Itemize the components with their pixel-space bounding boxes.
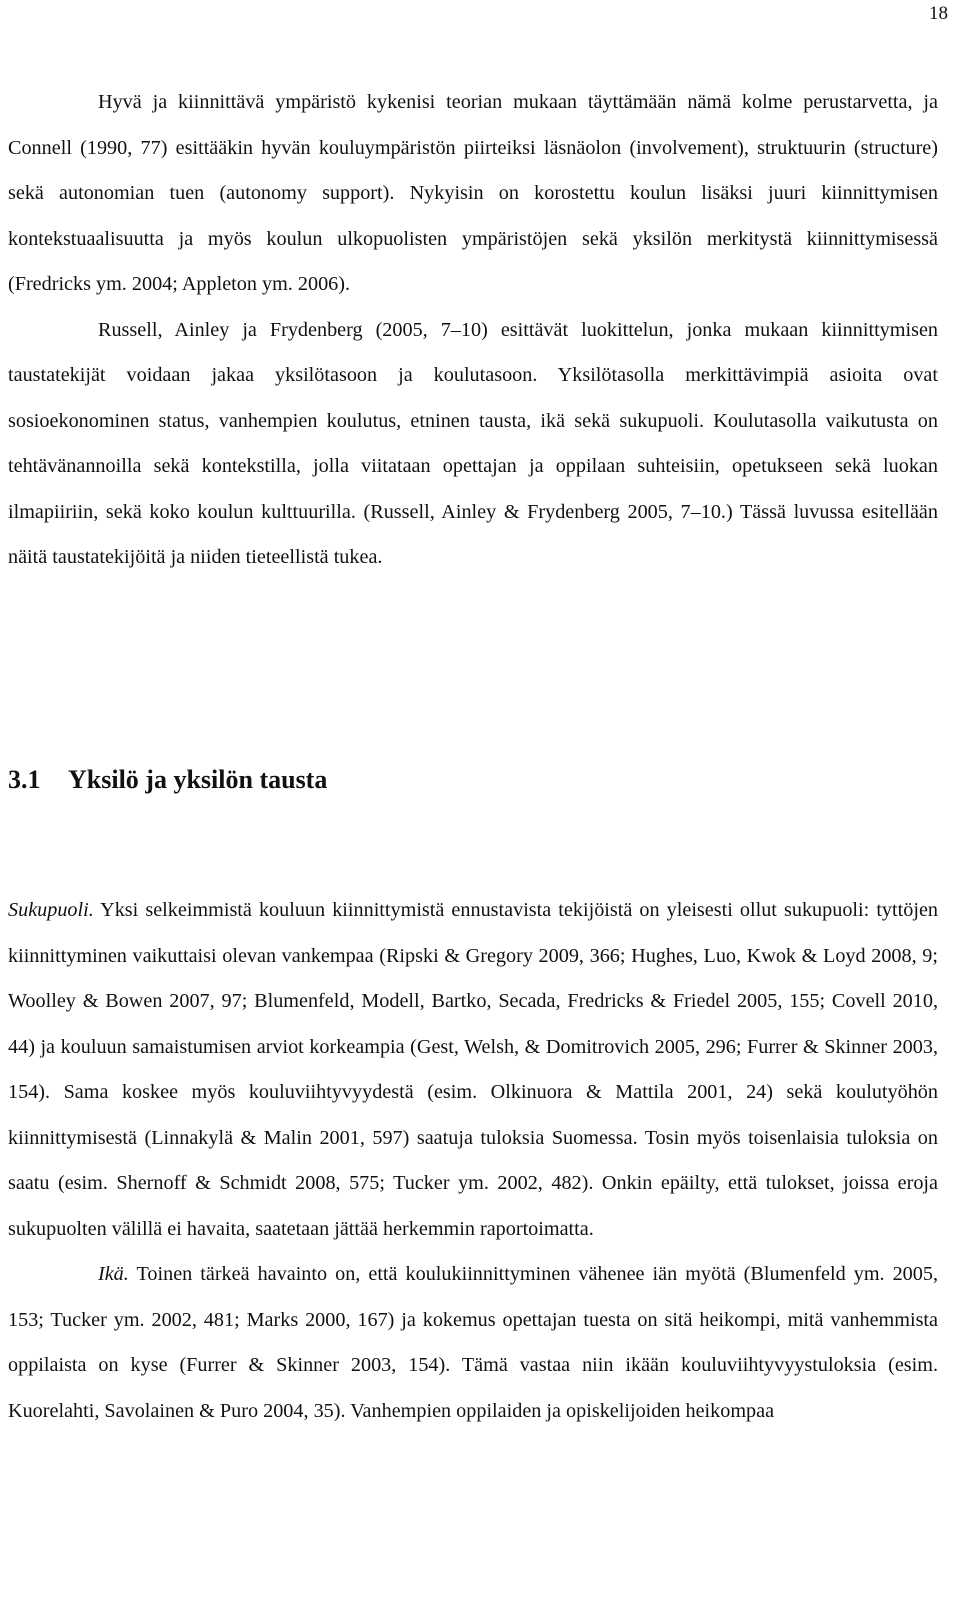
gender-lead: Sukupuoli. bbox=[8, 899, 94, 921]
intro-paragraph-1: Hyvä ja kiinnittävä ympäristö kykenisi teorian mukaan täyttämään nämä kolme perustarvetta, ja Connell (1990, 77) esittääkin hyvän kouluympäristön piirteiksi läsnäolon (involvement), struktuurin (structure) sekä autonomian tuen (autonomy support). Nykyisin on korostettu koulun lisäksi juuri kiinnittymisen kontekstuaalisuutta ja myös koulun ulkopuolisten ympäristöjen sekä yksilön merkitystä kiinnittymisessä (Fredricks ym. 2004; Appleton ym. 2006). bbox=[8, 91, 938, 295]
gender-paragraph bbox=[8, 888, 938, 1252]
intro-text bbox=[8, 80, 938, 581]
intro-paragraph-2: Russell, Ainley ja Frydenberg (2005, 7–10) esittävät luokittelun, jonka mukaan kiinnittymisen taustatekijät voidaan jakaa yksilötasoon ja koulutasoon. Yksilötasolla merkittävimpiä asioita ovat sosioekonominen status, vanhempien koulutus, etninen tausta, ikä sekä sukupuoli. Koulutasolla vaikutusta on tehtävänannoilla sekä kontekstilla, jolla viitataan opettajan ja oppilaan suhteisiin, opetukseen sekä luokan ilmapiiriin, sekä koko koulun kulttuurilla. (Russell, Ainley & Frydenberg 2005, 7–10.) Tässä luvussa esitellään näitä taustatekijöitä ja niiden tieteellistä tukea. bbox=[8, 318, 938, 568]
gender-text: Yksi selkeimmistä kouluun kiinnittymistä ennustavista tekijöistä on yleisesti ollut sukupuoli: tyttöjen kiinnittyminen vaikuttaisi olevan vankempaa (Ripski & Gregory 2009, 366; Hughes, Luo, Kwok & Loyd 2008, 9; Woolley & Bowen 2007, 97; Blumenfeld, Modell, Bartko, Secada, Fredricks & Friedel 2005, 155; Covell 2010, 44) ja kouluun samaistumisen arviot korkeampia (Gest, Welsh, & Domitrovich 2005, 296; Furrer & Skinner 2003, 154). Sama koskee myös kouluviihtyvyydestä (esim. Olkinuora & Mattila 2001, 24) sekä koulutyöhön kiinnittymisestä (Linnakylä & Malin 2001, 597) saatuja tuloksia Suomessa. Tosin myös toisenlaisia tuloksia on saatu (esim. Shernoff & Schmidt 2008, 575; Tucker ym. 2002, 482). Onkin epäilty, että tulokset, joissa eroja sukupuolten välillä ei havaita, saatetaan jättää herkemmin raportoimatta. bbox=[8, 899, 938, 1240]
section-body bbox=[8, 888, 938, 1434]
age-text: Toinen tärkeä havainto on, että koulukiinnittyminen vähenee iän myötä (Blumenfeld ym. 2005, 153; Tucker ym. 2002, 481; Marks 2000, 167) ja kokemus opettajan tuesta on sitä heikompi, mitä vanhemmista oppilaista on kyse (Furrer & Skinner 2003, 154). Tämä vastaa niin ikään kouluviihtyvyystuloksia (esim. Kuorelahti, Savolainen & Puro 2004, 35). Vanhempien oppilaiden ja opiskelijoiden heikompaa bbox=[8, 1263, 938, 1422]
section-title: Yksilö ja yksilön tausta bbox=[68, 765, 328, 794]
section-number: 3.1 bbox=[8, 765, 41, 794]
age-lead: Ikä. bbox=[98, 1263, 129, 1285]
page-number: 18 bbox=[929, 3, 948, 24]
section-heading bbox=[8, 754, 327, 806]
age-paragraph bbox=[8, 1252, 938, 1434]
